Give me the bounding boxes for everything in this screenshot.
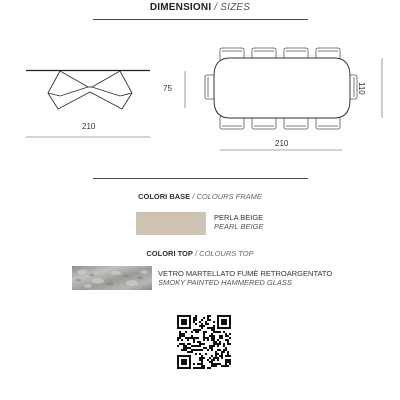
colors-top-title-en: COLOURS TOP bbox=[199, 249, 254, 258]
colors-top-title bbox=[0, 249, 400, 258]
colors-top-name-en: SMOKY PAINTED HAMMERED GLASS bbox=[158, 278, 292, 287]
top-view-tabletop bbox=[214, 58, 350, 118]
top-view-width-label: 210 bbox=[275, 139, 289, 148]
colors-base-title-it: COLORI BASE bbox=[138, 192, 191, 201]
side-view-width-label: 210 bbox=[82, 122, 96, 131]
colors-base-name bbox=[214, 213, 263, 231]
dimensions-title-it: DIMENSIONI bbox=[149, 2, 212, 13]
colors-base-title-en: COLOURS FRAME bbox=[196, 192, 262, 201]
colors-base-title bbox=[0, 192, 400, 201]
side-view-legs bbox=[48, 71, 132, 109]
dimensions-title-sep: / bbox=[214, 2, 218, 13]
dimensions-title-en: SIZES bbox=[220, 2, 251, 13]
qr-code[interactable] bbox=[177, 315, 231, 369]
colors-top-name-it: VETRO MARTELLATO FUMÈ RETROARGENTATO bbox=[158, 269, 333, 278]
colors-base-name-it: PERLA BEIGE bbox=[214, 213, 264, 222]
colors-base-title-sep: / bbox=[192, 192, 195, 201]
colors-top-name bbox=[158, 269, 332, 287]
side-view-height-label: 75 bbox=[163, 84, 172, 93]
colors-top-swatch bbox=[72, 266, 152, 290]
colors-base-name-en: PEARL BEIGE bbox=[214, 222, 264, 231]
top-view-depth-label: 110 bbox=[357, 82, 366, 95]
top-view-drawing bbox=[200, 30, 400, 160]
colors-top-title-it: COLORI TOP bbox=[146, 249, 193, 258]
colors-top-title-sep: / bbox=[194, 249, 198, 258]
side-view-drawing bbox=[0, 0, 200, 150]
colors-separator bbox=[93, 178, 308, 179]
colors-base-swatch bbox=[136, 212, 206, 235]
